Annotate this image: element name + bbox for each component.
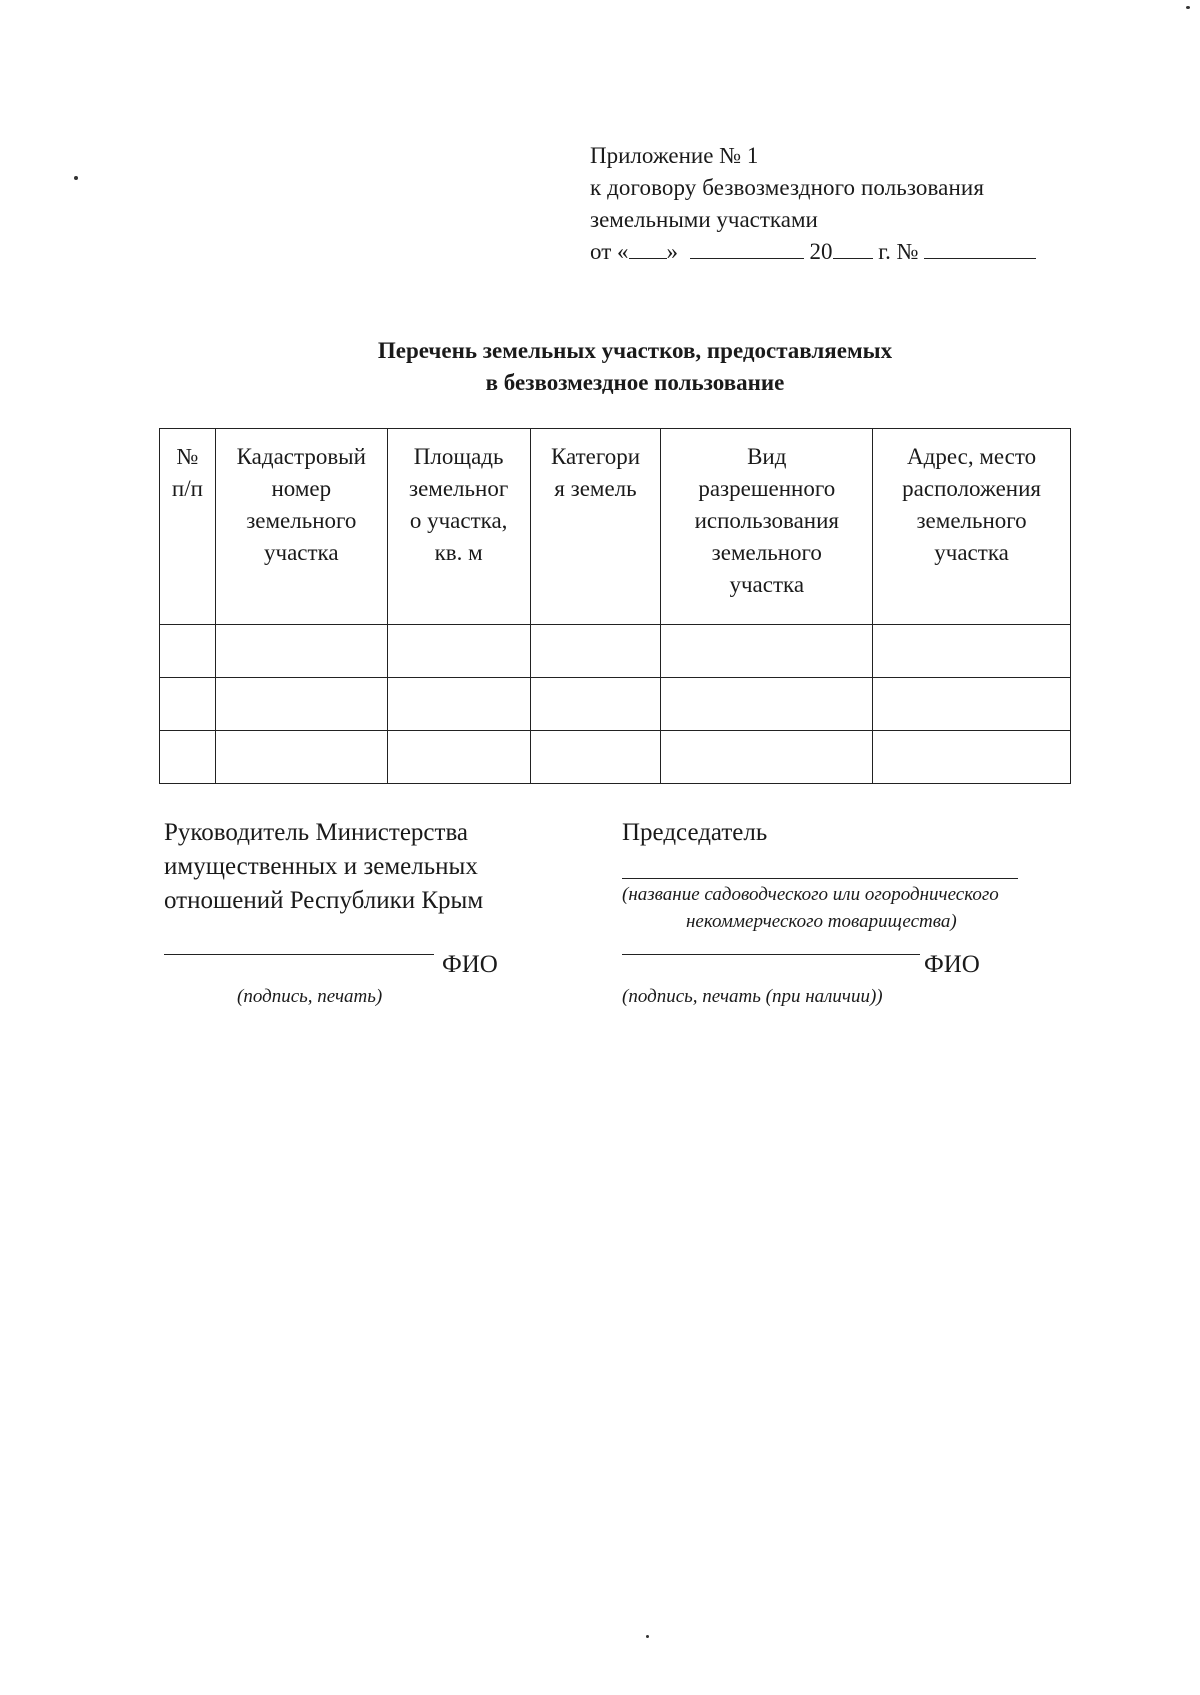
table-body <box>160 625 1071 784</box>
date-prefix: от « <box>590 239 629 264</box>
chairman-signature-caption: (подпись, печать (при наличии)) <box>622 986 883 1007</box>
header-text: № <box>176 444 199 469</box>
header-text: Кадастровый <box>236 444 366 469</box>
scan-speck <box>74 176 78 180</box>
ministry-signature-line <box>164 954 434 955</box>
header-cell <box>160 429 216 625</box>
table-cell <box>530 678 661 731</box>
table-cell <box>873 678 1071 731</box>
month-blank <box>690 238 804 259</box>
table-header-row <box>160 429 1071 625</box>
header-text: земельного <box>246 508 357 533</box>
table-cell <box>215 625 387 678</box>
ministry-line-3: отношений Республики Крым <box>164 887 484 914</box>
header-text: Категори <box>550 444 641 469</box>
year-blank <box>833 238 873 259</box>
ministry-line-1: Руководитель Министерства <box>164 819 469 846</box>
table-cell <box>387 678 530 731</box>
appendix-header <box>590 140 1036 268</box>
chairman-title: Председатель <box>622 819 768 846</box>
organization-caption-1: (название садоводческого или огороднического <box>622 884 999 905</box>
header-text: кв. м <box>434 540 483 565</box>
table-cell <box>160 625 216 678</box>
appendix-line-3: земельными участками <box>590 207 818 232</box>
table-cell <box>215 678 387 731</box>
table-cell <box>661 678 873 731</box>
table-cell <box>160 678 216 731</box>
header-text: разрешенного <box>698 476 836 501</box>
header-text: участка <box>934 540 1009 565</box>
year-prefix: 20 <box>809 239 833 264</box>
ministry-signature-caption: (подпись, печать) <box>237 986 383 1007</box>
ministry-signatory <box>164 816 483 918</box>
land-plots-table <box>159 428 1071 784</box>
table-cell <box>530 625 661 678</box>
header-cell <box>530 429 661 625</box>
table-row <box>160 625 1071 678</box>
date-mid: » <box>666 239 678 264</box>
day-blank <box>629 238 667 259</box>
organization-caption-2: некоммерческого товарищества) <box>686 911 957 932</box>
scan-speck <box>1186 6 1190 9</box>
header-text: я земель <box>554 476 637 501</box>
scan-speck <box>646 1635 649 1638</box>
table-cell <box>873 625 1071 678</box>
header-cell <box>661 429 873 625</box>
header-cell <box>215 429 387 625</box>
ministry-line-2: имущественных и земельных <box>164 853 478 880</box>
header-cell <box>873 429 1071 625</box>
table-row <box>160 731 1071 784</box>
header-text: Вид <box>747 444 787 469</box>
appendix-date-line <box>590 236 1036 268</box>
title-line-2: в безвозмездное пользование <box>485 370 785 395</box>
table-cell <box>873 731 1071 784</box>
number-blank <box>924 238 1036 259</box>
table-cell <box>387 625 530 678</box>
header-text: о участка, <box>409 508 508 533</box>
header-cell <box>387 429 530 625</box>
chairman-signature-line <box>622 954 920 955</box>
chairman-fio: ФИО <box>924 951 980 978</box>
document-title <box>0 335 1200 399</box>
header-text: участка <box>264 540 339 565</box>
table-cell <box>661 731 873 784</box>
header-text: Площадь <box>413 444 504 469</box>
number-label: г. № <box>878 239 919 264</box>
organization-name-line <box>622 878 1018 879</box>
header-text: расположения <box>902 476 1041 501</box>
ministry-fio: ФИО <box>442 951 498 978</box>
header-text: п/п <box>171 476 203 501</box>
header-text: земельного <box>711 540 822 565</box>
table-cell <box>160 731 216 784</box>
appendix-line-1: Приложение № 1 <box>590 143 759 168</box>
table-cell <box>387 731 530 784</box>
header-text: использования <box>694 508 839 533</box>
header-text: участка <box>729 572 805 597</box>
header-text: номер <box>271 476 332 501</box>
title-line-1: Перечень земельных участков, предоставляемых <box>377 338 893 363</box>
header-text: земельного <box>916 508 1027 533</box>
appendix-line-2: к договору безвозмездного пользования <box>590 175 984 200</box>
table-cell <box>215 731 387 784</box>
table-cell <box>661 625 873 678</box>
header-text: земельног <box>409 476 509 501</box>
table-row <box>160 678 1071 731</box>
table-cell <box>530 731 661 784</box>
header-text: Адрес, место <box>907 444 1037 469</box>
